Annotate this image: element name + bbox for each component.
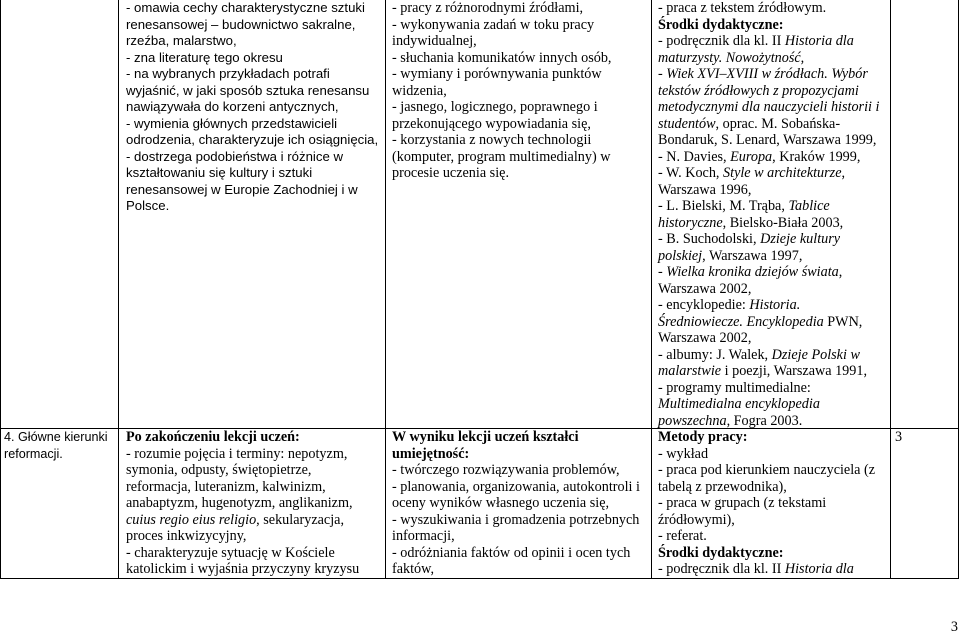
- text-line: [392, 165, 651, 182]
- text-line: [392, 149, 651, 166]
- row-2-outcomes-cell: [119, 429, 386, 579]
- body-text: - encyklopedie:: [658, 297, 750, 313]
- text-line: [658, 528, 890, 545]
- text-line: [126, 429, 385, 446]
- text-line: [658, 116, 890, 133]
- body-text: źródłowymi),: [658, 511, 735, 528]
- text-line: [392, 17, 651, 34]
- body-text: tabelą z przewodnika),: [658, 478, 787, 495]
- text-line: [126, 83, 385, 100]
- body-text: procesie uczenia się.: [392, 165, 509, 181]
- body-text: - odróżniania faktów od opinii i ocen tych: [392, 544, 631, 561]
- italic-title-text: malarstwie: [658, 363, 722, 379]
- text-line: [126, 182, 385, 199]
- text-line: [392, 429, 651, 446]
- italic-title-text: Multimedialna encyklopedia: [658, 396, 820, 412]
- italic-title-text: Średniowiecze. Encyklopedia: [658, 313, 824, 330]
- text-line: [658, 17, 890, 34]
- body-text: wyjaśnić, w jaki sposób sztuka renesansu: [126, 82, 370, 98]
- text-line: [392, 462, 651, 479]
- text-line: [126, 545, 385, 562]
- italic-title-text: powszechna: [658, 412, 727, 429]
- body-text: - charakteryzuje sytuację w Kościele: [126, 544, 335, 561]
- body-text: - wyszukiwania i gromadzenia potrzebnych: [392, 511, 640, 528]
- body-text: 4. Główne kierunki: [4, 430, 108, 444]
- text-line: [126, 495, 385, 512]
- body-text: , Bielsko-Biała 2003,: [722, 214, 844, 231]
- body-text: - omawia cechy charakterystyczne sztuki: [126, 0, 365, 15]
- italic-title-text: Historia.: [749, 297, 801, 313]
- text-line: [658, 330, 890, 347]
- text-line: [392, 495, 651, 512]
- row-1-methods-cell: [652, 0, 891, 429]
- body-text: anabaptyzm, hugenotyzm, anglikanizm,: [126, 495, 353, 511]
- heading-text: Środki dydaktyczne:: [658, 16, 784, 33]
- row-1-skills-cell: [386, 0, 652, 429]
- text-line: [658, 297, 890, 314]
- text-line: [658, 396, 890, 413]
- body-text: -: [658, 66, 667, 82]
- italic-title-text: Style w architekturze: [723, 165, 842, 181]
- text-line: [658, 132, 890, 149]
- text-line: [658, 215, 890, 232]
- text-line: [4, 429, 118, 446]
- body-text: - słuchania komunikatów innych osób,: [392, 49, 612, 66]
- body-text: ,: [841, 165, 846, 181]
- text-line: [392, 66, 651, 83]
- body-text: - W. Koch,: [658, 165, 724, 181]
- body-text: - praca pod kierunkiem nauczyciela (z: [658, 462, 876, 478]
- text-line: [4, 446, 118, 463]
- italic-title-text: metodycznymi dla nauczycieli historii i: [658, 99, 880, 115]
- body-text: - zna literaturę tego okresu: [126, 49, 283, 65]
- body-text: - rozumie pojęcia i terminy: nepotyzm,: [126, 445, 348, 462]
- body-text: PWN,: [823, 313, 863, 330]
- text-line: [658, 149, 890, 166]
- body-text: renesansowej – budownictwo sakralne,: [126, 16, 356, 32]
- text-line: [658, 83, 890, 100]
- body-text: - korzystania z nowych technologii: [392, 132, 592, 148]
- body-text: - albumy: J. Walek,: [658, 346, 772, 363]
- text-line: [658, 50, 890, 67]
- body-text: i poezji, Warszawa 1991,: [721, 363, 868, 379]
- body-text: Warszawa 2002,: [658, 330, 752, 346]
- text-line: [392, 0, 651, 17]
- body-text: - L. Bielski, M. Trąba,: [658, 198, 789, 214]
- body-text: - B. Suchodolski,: [658, 231, 761, 247]
- body-text: Warszawa 1996,: [658, 181, 752, 198]
- text-line: [126, 462, 385, 479]
- heading-text: Środki dydaktyczne:: [658, 544, 784, 561]
- text-line: [658, 429, 890, 446]
- body-text: ,: [838, 264, 843, 280]
- body-text: , Kraków 1999,: [772, 148, 861, 165]
- text-line: [658, 248, 890, 265]
- text-line: [658, 314, 890, 331]
- heading-text: umiejętność:: [392, 445, 470, 462]
- text-line: [658, 182, 890, 199]
- body-text: - praca z tekstem źródłowym.: [658, 0, 827, 16]
- body-text: - programy multimedialne:: [658, 379, 811, 396]
- text-line: [658, 264, 890, 281]
- text-line: [658, 66, 890, 83]
- text-line: [392, 50, 651, 67]
- body-text: odrodzenia, charakteryzuje ich osiągnięcia,: [126, 132, 379, 147]
- row-1-outcomes-cell: [119, 0, 386, 429]
- body-text: renesansowej w Europie Zachodniej i w: [126, 181, 358, 197]
- row-2-skills-cell: [386, 429, 652, 579]
- text-line: [392, 528, 651, 545]
- italic-title-text: studentów: [658, 115, 716, 132]
- text-line: [126, 50, 385, 67]
- italic-title-text: cuius regio eius religio: [126, 511, 257, 528]
- text-line: [126, 198, 385, 215]
- row-2-hours-cell: [891, 429, 959, 579]
- text-line: [658, 479, 890, 496]
- body-text: informacji,: [392, 528, 455, 544]
- text-line: [658, 99, 890, 116]
- text-line: [658, 380, 890, 397]
- row-1-hours-cell: [891, 0, 959, 429]
- body-text: faktów,: [392, 561, 435, 577]
- text-line: [392, 83, 651, 100]
- body-text: - twórczego rozwiązywania problemów,: [392, 462, 620, 478]
- text-line: [658, 33, 890, 50]
- text-line: [126, 116, 385, 133]
- text-line: [658, 413, 890, 430]
- text-line: [658, 446, 890, 463]
- text-line: [658, 0, 890, 17]
- body-text: -: [658, 264, 667, 280]
- body-text: symonia, odpusty, świętopietrze,: [126, 462, 312, 478]
- body-text: widzenia,: [392, 82, 447, 99]
- text-line: [658, 512, 890, 529]
- body-text: , Warszawa 1997,: [702, 247, 803, 264]
- body-text: Bondaruk, S. Lenard, Warszawa 1999,: [658, 132, 877, 148]
- body-text: - wykład: [658, 445, 709, 462]
- body-text: (komputer, program multimedialny) w: [392, 148, 611, 165]
- body-text: nawiązywała do korzeni antycznych,: [126, 99, 339, 114]
- text-line: [658, 495, 890, 512]
- body-text: Polsce.: [126, 198, 170, 213]
- text-line: [126, 561, 385, 578]
- text-line: [895, 429, 958, 446]
- italic-title-text: Dzieje Polski w: [771, 346, 860, 363]
- text-line: [658, 165, 890, 182]
- body-text: reformacji.: [4, 446, 63, 461]
- text-line: [126, 528, 385, 545]
- body-text: - praca w grupach (z tekstami: [658, 495, 827, 511]
- body-text: - planowania, organizowania, autokontroli i: [392, 478, 640, 495]
- body-text: rzeźba, malarstwo,: [126, 33, 237, 48]
- body-text: - podręcznik dla kl. II: [658, 561, 785, 577]
- text-line: [392, 512, 651, 529]
- text-line: [126, 446, 385, 463]
- body-text: - wykonywania zadań w toku pracy: [392, 16, 595, 33]
- text-line: [392, 33, 651, 50]
- body-text: - jasnego, logicznego, poprawnego i: [392, 99, 598, 115]
- italic-title-text: Dzieje kultury: [760, 231, 841, 247]
- body-text: katolickim i wyjaśnia przyczyny kryzysu: [126, 561, 360, 577]
- italic-title-text: Tablice: [788, 198, 830, 214]
- text-line: [126, 132, 385, 149]
- text-line: [392, 479, 651, 496]
- text-line: [392, 132, 651, 149]
- text-line: [658, 231, 890, 248]
- text-line: [658, 281, 890, 298]
- text-line: [658, 347, 890, 364]
- body-text: , Fogra 2003.: [726, 412, 803, 429]
- body-text: oceny wyników własnego uczenia się,: [392, 495, 610, 511]
- text-line: [392, 116, 651, 133]
- text-line: [658, 198, 890, 215]
- body-text: kształtowaniu się kultury i sztuki: [126, 165, 313, 180]
- italic-title-text: Historia dla: [784, 33, 854, 49]
- row-1-topic-cell: [0, 0, 119, 429]
- body-text: proces inkwizycyjny,: [126, 528, 247, 544]
- italic-title-text: Historia dla: [784, 561, 854, 577]
- heading-text: Metody pracy:: [658, 429, 748, 445]
- body-text: - N. Davies,: [658, 148, 731, 165]
- text-line: [126, 33, 385, 50]
- text-line: [392, 561, 651, 578]
- body-text: indywidualnej,: [392, 33, 477, 49]
- text-line: [126, 149, 385, 166]
- italic-title-text: Wiek XVI–XVIII w źródłach. Wybór: [666, 66, 868, 82]
- italic-title-text: Europa: [730, 148, 773, 165]
- text-line: [658, 462, 890, 479]
- italic-title-text: tekstów źródłowych z propozycjami: [658, 82, 859, 99]
- italic-title-text: polskiej: [658, 247, 703, 264]
- text-line: [658, 363, 890, 380]
- body-text: - dostrzega podobieństwa i różnice w: [126, 148, 343, 164]
- heading-text: W wyniku lekcji uczeń kształci: [392, 429, 579, 445]
- text-line: [126, 0, 385, 17]
- body-text: , sekularyzacja,: [256, 511, 345, 528]
- body-text: Warszawa 2002,: [658, 280, 752, 297]
- body-text: - wymiany i porównywania punktów: [392, 66, 602, 82]
- text-line: [126, 479, 385, 496]
- text-line: [126, 17, 385, 34]
- body-text: - pracy z różnorodnymi źródłami,: [392, 0, 584, 16]
- body-text: przekonującego wypowiadania się,: [392, 115, 591, 132]
- text-line: [126, 66, 385, 83]
- row-2-topic-cell: [0, 429, 119, 579]
- body-text: - referat.: [658, 528, 707, 544]
- text-line: [392, 99, 651, 116]
- text-line: [126, 512, 385, 529]
- body-text: - na wybranych przykładach potrafi: [126, 66, 330, 81]
- text-line: [126, 165, 385, 182]
- text-line: [392, 545, 651, 562]
- text-line: [126, 99, 385, 116]
- body-text: - wymienia głównych przedstawicieli: [126, 115, 338, 131]
- body-text: reformacja, luteranizm, kalwinizm,: [126, 478, 326, 495]
- body-text: 3: [895, 429, 903, 445]
- row-2-methods-cell: [652, 429, 891, 579]
- text-line: [658, 545, 890, 562]
- body-text: , oprac. M. Sobańska-: [715, 115, 841, 132]
- text-line: [392, 446, 651, 463]
- italic-title-text: historyczne: [658, 214, 723, 231]
- heading-text: Po zakończeniu lekcji uczeń:: [126, 429, 300, 445]
- italic-title-text: maturzysty. Nowożytność,: [658, 49, 805, 66]
- text-line: [658, 561, 890, 578]
- body-text: - podręcznik dla kl. II: [658, 33, 785, 49]
- page-number: 3: [950, 619, 958, 635]
- italic-title-text: Wielka kronika dziejów świata: [666, 264, 839, 280]
